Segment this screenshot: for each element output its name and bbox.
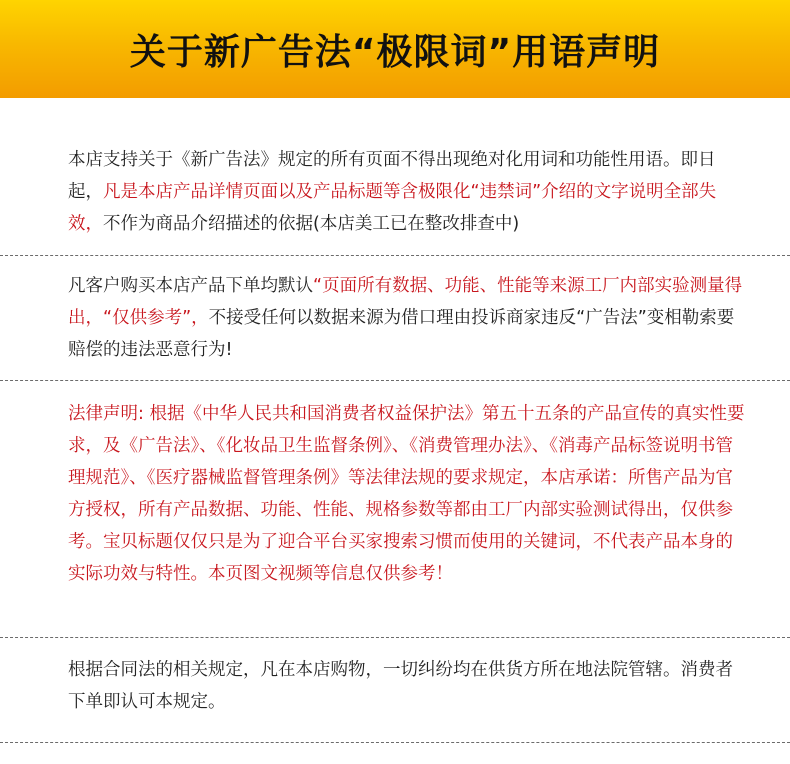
page-title: 关于新广告法“极限词”用语声明 <box>129 31 661 73</box>
dashed-divider <box>0 637 790 638</box>
section-2-text-a: 凡客户购买本店产品下单均默认 <box>68 276 313 296</box>
section-2-text-b: “页面所有数据、功能、性能等来源工厂内部实验测量得出，“仅供参考”， <box>68 276 743 328</box>
notice-section-1 <box>68 144 748 240</box>
notice-section-2 <box>68 270 748 366</box>
legal-statement-section <box>68 398 748 590</box>
contract-law-text: 根据合同法的相关规定，凡在本店购物，一切纠纷均在供货方所在地法院管辖。消费者下单即认可本规定。 <box>68 660 733 712</box>
section-2-text-c: 不接受任何以数据来源为借口理由投诉商家违反“广告法”变相勒索要赔偿的违法恶意行为! <box>68 308 735 360</box>
section-1-text-b: 凡是本店产品详情页面以及产品标题等含极限化“违禁词”介绍的文字说明全部失效， <box>68 182 717 234</box>
contract-law-section <box>68 654 748 718</box>
dashed-divider <box>0 255 790 256</box>
header-banner <box>0 0 790 98</box>
section-1-text-a: 本店支持关于《新广告法》规定的所有页面不得出现绝对化用词和功能性用语。即日起， <box>68 150 716 202</box>
dashed-divider <box>0 380 790 381</box>
legal-statement-text: 法律声明: 根据《中华人民共和国消费者权益保护法》第五十五条的产品宣传的真实性要求，及《广告法》、《化妆品卫生监督条例》、《消费管理办法》、《消毒产品标签说明书管理规范》、《医疗器械监督管理条例》等法律法规的要求规定，本店承诺：所售产品为官方授权，所有产品数据、功能、性能、规格参数等都由工厂内部实验测试得出，仅供参考。宝贝标题仅仅只是为了迎合平台买家搜索习惯而使用的关键词，不代表产品本身的实际功效与特性。本页图文视频等信息仅供参考！ <box>68 404 745 584</box>
section-1-text-c: 不作为商品介绍描述的依据(本店美工已在整改排查中) <box>103 214 520 234</box>
dashed-divider <box>0 742 790 743</box>
